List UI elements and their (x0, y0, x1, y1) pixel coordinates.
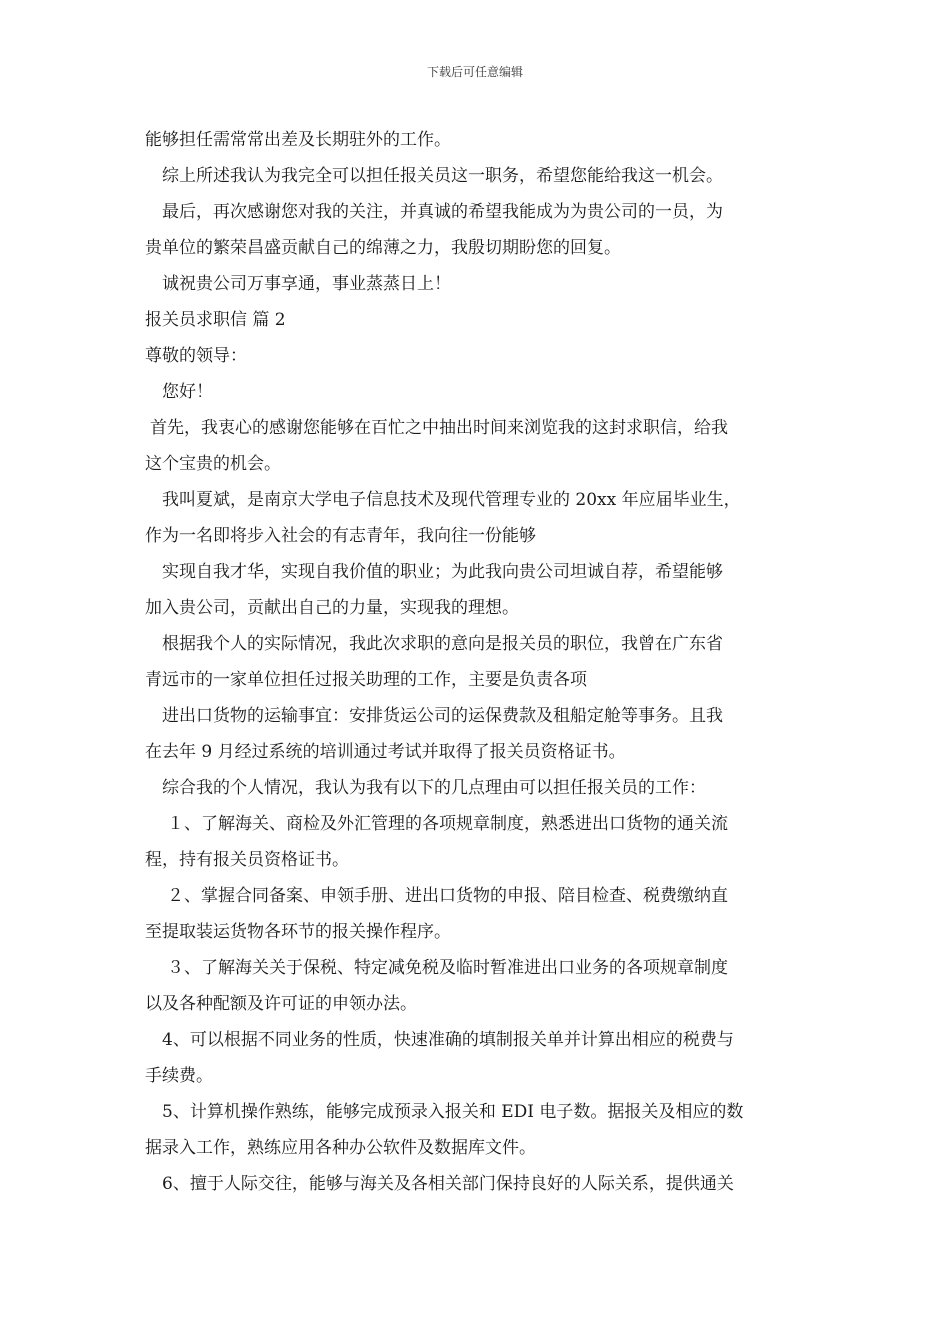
text-line: 您好！ (162, 382, 213, 402)
text-line: 这个宝贵的机会。 (145, 454, 281, 474)
text-line: 在去年 9 月经过系统的培训通过考试并取得了报关员资格证书。 (145, 742, 626, 762)
text-line: 4、可以根据不同业务的性质，快速准确的填制报关单并计算出相应的税费与 (162, 1030, 734, 1050)
text-line: 综合我的个人情况，我认为我有以下的几点理由可以担任报关员的工作： (162, 778, 706, 798)
text-line: 据录入工作，熟练应用各种办公软件及数据库文件。 (145, 1138, 536, 1158)
text-line: １、了解海关、商检及外汇管理的各项规章制度，熟悉进出口货物的通关流 (167, 814, 728, 834)
text-line: 能够担任需常常出差及长期驻外的工作。 (145, 130, 451, 150)
text-line: ３、了解海关关于保税、特定减免税及临时暂准进出口业务的各项规章制度 (167, 958, 728, 978)
text-line: 首先，我衷心的感谢您能够在百忙之中抽出时间来浏览我的这封求职信，给我 (150, 418, 728, 438)
text-line: 加入贵公司，贡献出自己的力量，实现我的理想。 (145, 598, 519, 618)
text-line: 以及各种配额及许可证的申领办法。 (145, 994, 417, 1014)
text-line: 根据我个人的实际情况，我此次求职的意向是报关员的职位，我曾在广东省 (162, 634, 723, 654)
text-line: 我叫夏斌，是南京大学电子信息技术及现代管理专业的 20xx 年应届毕业生， (162, 490, 741, 510)
text-line: 至提取装运货物各环节的报关操作程序。 (145, 922, 451, 942)
text-line: 作为一名即将步入社会的有志青年，我向往一份能够 (145, 526, 536, 546)
text-line: 贵单位的繁荣昌盛贡献自己的绵薄之力，我殷切期盼您的回复。 (145, 238, 621, 258)
text-line: 实现自我才华，实现自我价值的职业；为此我向贵公司坦诚自荐，希望能够 (162, 562, 723, 582)
text-line: 6、擅于人际交往，能够与海关及各相关部门保持良好的人际关系，提供通关 (162, 1174, 734, 1194)
text-line: 5、计算机操作熟练，能够完成预录入报关和 EDI 电子数。据报关及相应的数 (162, 1102, 744, 1122)
text-line: 手续费。 (145, 1066, 213, 1086)
text-line: 最后，再次感谢您对我的关注，并真诚的希望我能成为为贵公司的一员，为 (162, 202, 723, 222)
text-line: 程，持有报关员资格证书。 (145, 850, 349, 870)
text-line: ２、掌握合同备案、申领手册、进出口货物的申报、陪目检查、税费缴纳直 (167, 886, 728, 906)
page-header: 下载后可任意编辑 (426, 65, 523, 79)
document-body (145, 122, 810, 1202)
text-line: 报关员求职信 篇 2 (145, 310, 286, 330)
text-line: 尊敬的领导： (145, 346, 247, 366)
text-line: 综上所述我认为我完全可以担任报关员这一职务，希望您能给我这一机会。 (162, 166, 723, 186)
text-line: 进出口货物的运输事宜：安排货运公司的运保费款及租船定舱等事务。且我 (162, 706, 723, 726)
text-line: 诚祝贵公司万事享通，事业蒸蒸日上！ (162, 274, 451, 294)
text-line: 青远市的一家单位担任过报关助理的工作，主要是负责各项 (145, 670, 587, 690)
